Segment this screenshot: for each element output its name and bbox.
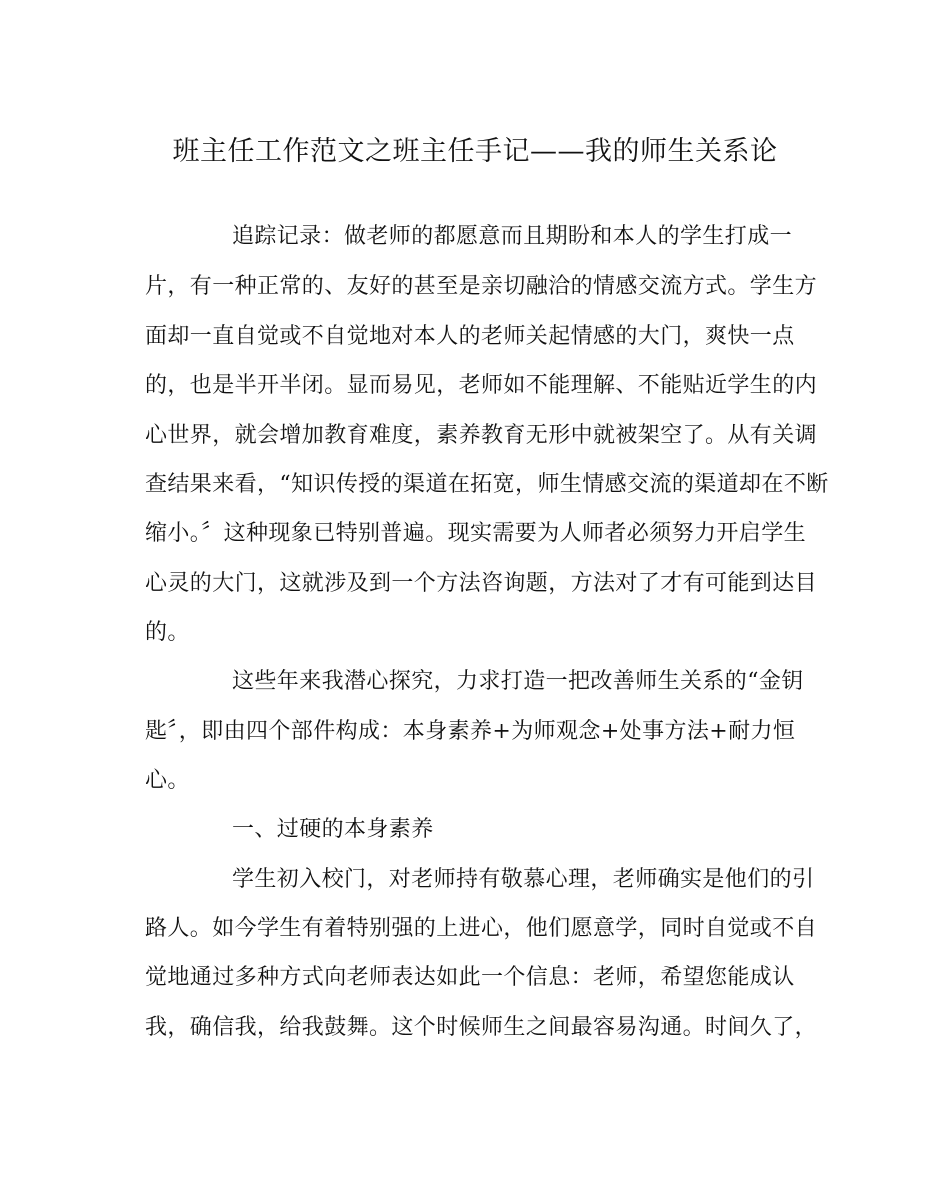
paragraph-line: 匙〞，即由四个部件构成：本身素养+为师观念+处事方法+耐力恒 — [145, 719, 796, 744]
paragraph-line: 路人。如今学生有着特别强的上进心，他们愿意学，同时自觉或不自 — [145, 916, 818, 941]
paragraph-line: 觉地通过多种方式向老师表达如此一个信息：老师，希望您能成认 — [145, 965, 795, 990]
paragraph-line: 心灵的大门，这就涉及到一个方法咨询题，方法对了才有可能到达目 — [145, 571, 818, 596]
paragraph-line: 的，也是半开半闭。显而易见，老师如不能理解、不能贴近学生的内 — [145, 373, 818, 398]
document-title: 班主任工作范文之班主任手记——我的师生关系论 — [172, 136, 778, 167]
paragraph-line: 缩小。〞这种现象已特别普遍。现实需要为人师者必须努力开启学生 — [145, 521, 807, 546]
paragraph-line: 心。 — [145, 768, 190, 793]
paragraph-line: 查结果来看，“知识传授的渠道在拓宽，师生情感交流的渠道却在不断 — [145, 472, 829, 497]
paragraph-line: 的。 — [145, 620, 190, 645]
section-heading: 一、过硬的本身素养 — [232, 817, 434, 842]
paragraph-line: 面却一直自觉或不自觉地对本人的老师关起情感的大门，爽快一点 — [145, 324, 795, 349]
paragraph-line: 我，确信我，给我鼓舞。这个时候师生之间最容易沟通。时间久了， — [145, 1015, 818, 1040]
paragraph-line: 片，有一种正常的、友好的甚至是亲切融洽的情感交流方式。学生方 — [145, 274, 818, 299]
paragraph-line: 这些年来我潜心探究，力求打造一把改善师生关系的“金钥 — [232, 669, 804, 694]
paragraph-line: 心世界，就会增加教育难度，素养教育无形中就被架空了。从有关调 — [145, 423, 818, 448]
paragraph-line: 学生初入校门，对老师持有敬慕心理，老师确实是他们的引 — [232, 867, 815, 892]
paragraph-line: 追踪记录：做老师的都愿意而且期盼和本人的学生打成一 — [232, 224, 793, 249]
